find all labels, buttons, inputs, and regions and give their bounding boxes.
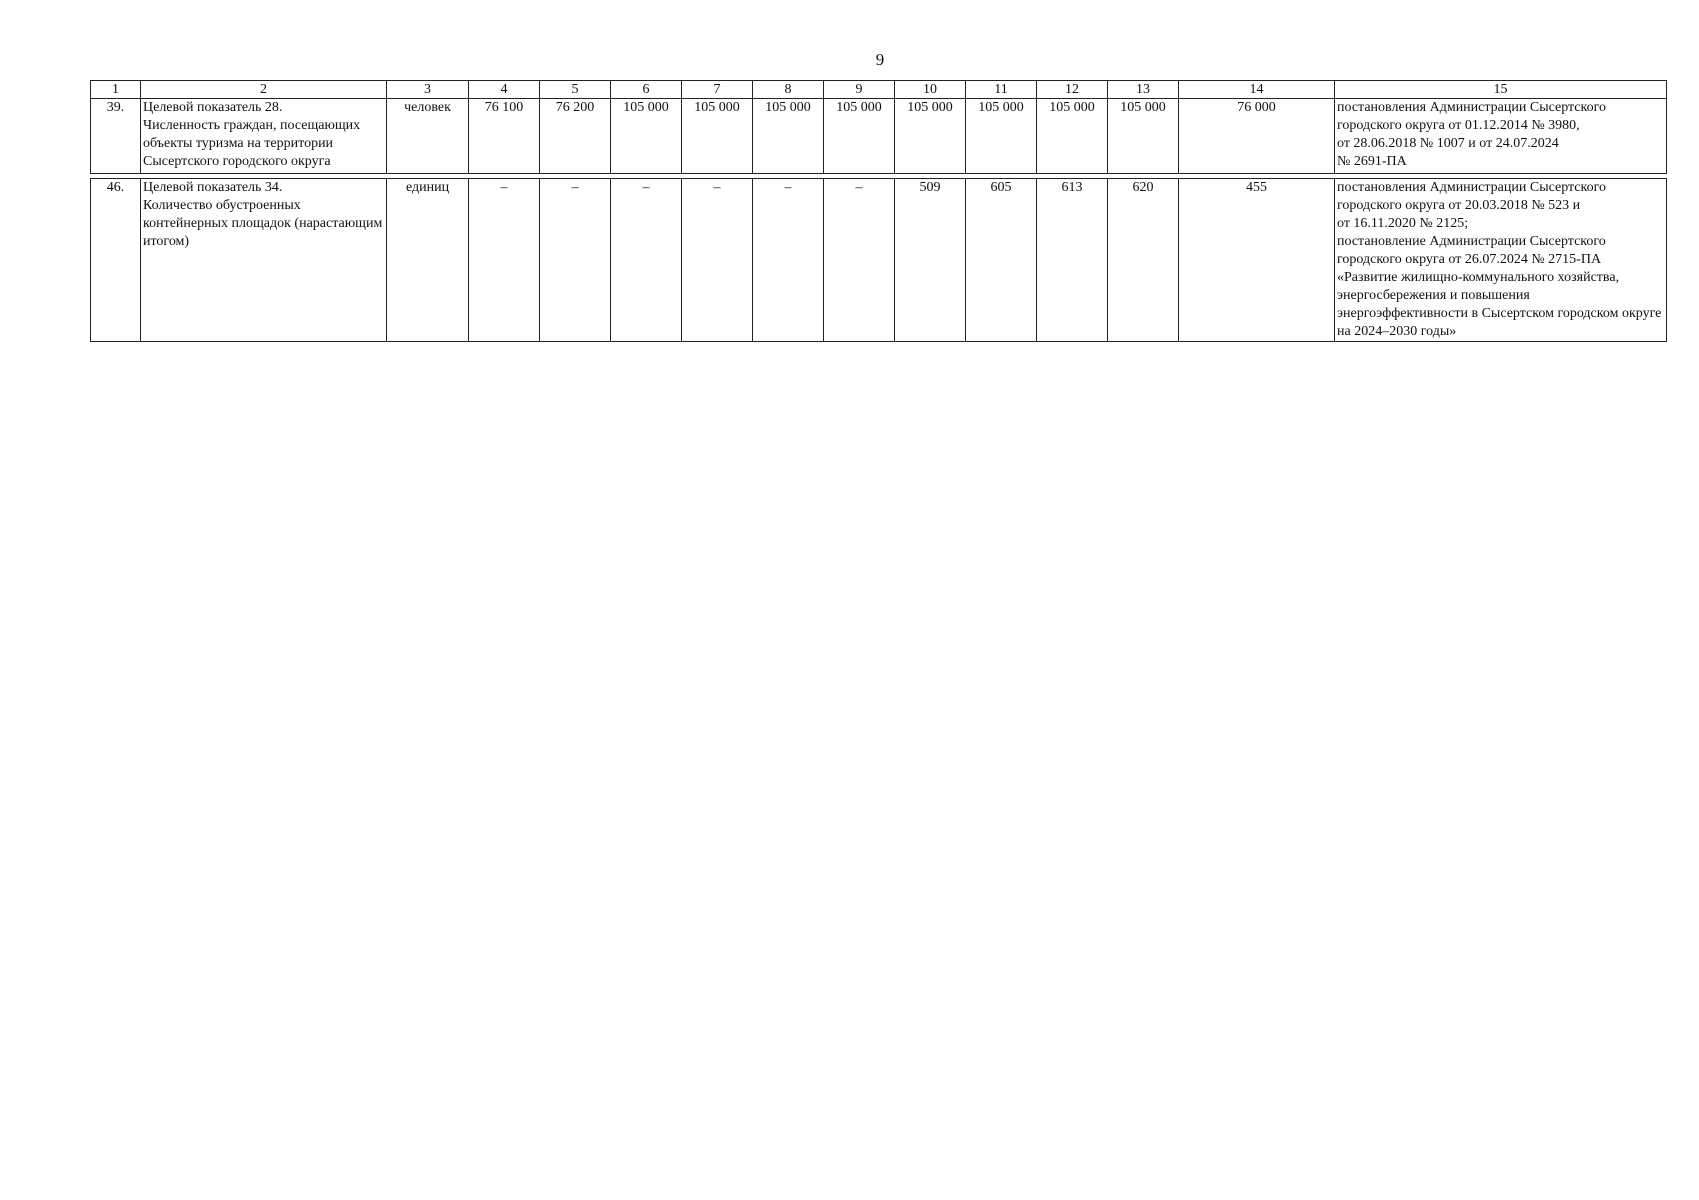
- value-cell: 105 000: [611, 99, 682, 174]
- source-cell: постановления Администрации Сысертского городского округа от 01.12.2014 № 3980, от 28.06.2018 № 1007 и от 24.07.2024 № 2691-ПА: [1335, 99, 1667, 174]
- row-number: 39.: [91, 99, 141, 174]
- value-cell: –: [540, 179, 611, 342]
- column-header-4: 4: [469, 81, 540, 99]
- column-header-13: 13: [1108, 81, 1179, 99]
- column-header-8: 8: [753, 81, 824, 99]
- value-cell: 613: [1037, 179, 1108, 342]
- total-cell: 76 000: [1179, 99, 1335, 174]
- column-header-14: 14: [1179, 81, 1335, 99]
- column-header-11: 11: [966, 81, 1037, 99]
- value-cell: 105 000: [824, 99, 895, 174]
- value-cell: –: [682, 179, 753, 342]
- column-header-1: 1: [91, 81, 141, 99]
- total-cell: 455: [1179, 179, 1335, 342]
- source-cell: постановления Администрации Сысертского городского округа от 20.03.2018 № 523 и от 16.11.2020 № 2125; постановление Администрации Сысертского городского округа от 26.07.2024 № 2715-ПА «Развитие жилищно-коммунального хозяйства, энергосбережения и повышения энергоэффективности в Сысертском городском округе на 2024–2030 годы»: [1335, 179, 1667, 342]
- value-cell: 76 200: [540, 99, 611, 174]
- indicator-name: Целевой показатель 34. Количество обустроенных контейнерных площадок (нарастающим итогом): [141, 179, 387, 342]
- value-cell: 105 000: [682, 99, 753, 174]
- table-row: [91, 99, 1667, 174]
- unit-cell: человек: [387, 99, 469, 174]
- column-header-10: 10: [895, 81, 966, 99]
- column-header-7: 7: [682, 81, 753, 99]
- value-cell: –: [824, 179, 895, 342]
- value-cell: 105 000: [895, 99, 966, 174]
- value-cell: 105 000: [1037, 99, 1108, 174]
- table-header-row: [91, 81, 1667, 99]
- value-cell: 105 000: [966, 99, 1037, 174]
- value-cell: 105 000: [753, 99, 824, 174]
- indicator-table: [90, 80, 1667, 342]
- value-cell: 509: [895, 179, 966, 342]
- value-cell: 105 000: [1108, 99, 1179, 174]
- column-header-3: 3: [387, 81, 469, 99]
- indicator-name: Целевой показатель 28. Численность граждан, посещающих объекты туризма на территории Сысертского городского округа: [141, 99, 387, 174]
- column-header-15: 15: [1335, 81, 1667, 99]
- unit-cell: единиц: [387, 179, 469, 342]
- column-header-6: 6: [611, 81, 682, 99]
- column-header-9: 9: [824, 81, 895, 99]
- value-cell: 605: [966, 179, 1037, 342]
- row-number: 46.: [91, 179, 141, 342]
- value-cell: –: [469, 179, 540, 342]
- value-cell: 76 100: [469, 99, 540, 174]
- column-header-5: 5: [540, 81, 611, 99]
- column-header-2: 2: [141, 81, 387, 99]
- value-cell: 620: [1108, 179, 1179, 342]
- table-row: [91, 179, 1667, 342]
- value-cell: –: [753, 179, 824, 342]
- page-number: 9: [875, 50, 885, 69]
- column-header-12: 12: [1037, 81, 1108, 99]
- value-cell: –: [611, 179, 682, 342]
